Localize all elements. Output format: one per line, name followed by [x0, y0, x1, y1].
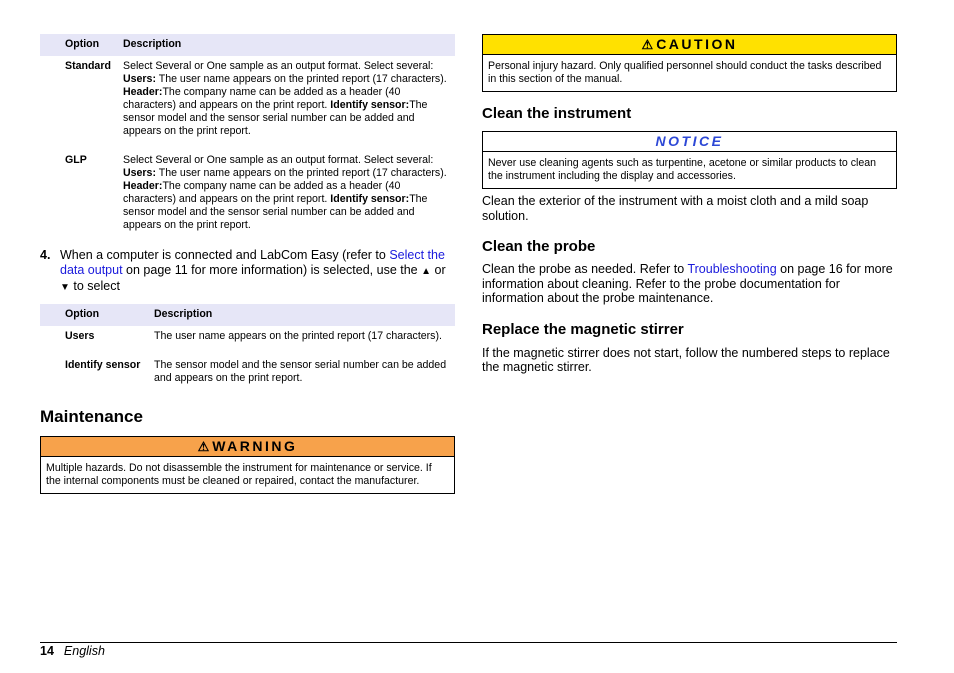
- caution-text: Personal injury hazard. Only qualified personnel should conduct the tasks described in this section of the manual.: [488, 60, 882, 85]
- replace-stirrer-heading: Replace the magnetic stirrer: [482, 320, 684, 338]
- down-arrow-icon: ▼: [60, 282, 70, 293]
- option-name: Identify sensor: [65, 358, 141, 371]
- warning-triangle-icon: ⚠: [197, 438, 210, 454]
- table-row: [40, 142, 455, 236]
- right-column: [482, 34, 897, 375]
- notice-box: [482, 131, 897, 189]
- caution-header: ⚠ CAUTION: [483, 35, 896, 55]
- option-description: The user name appears on the printed report (17 characters).: [154, 329, 442, 342]
- notice-header: NOTICE: [483, 132, 896, 152]
- output-format-table: [40, 34, 455, 236]
- column-header-option: Option: [40, 34, 123, 56]
- table-header-row: [40, 304, 455, 326]
- step-4: 4. When a computer is connected and LabCom Easy (refer to Select the data output on page 11 for more information) is selected, use the ▲ or ▼ to select: [40, 248, 446, 293]
- page-footer: [40, 642, 897, 658]
- warning-header: ⚠ WARNING: [41, 437, 454, 457]
- column-header-description: Description: [123, 34, 455, 56]
- option-name: Standard: [65, 60, 111, 72]
- table-row: [40, 56, 455, 142]
- select-data-output-link[interactable]: Select the data output: [60, 248, 445, 277]
- up-arrow-icon: ▲: [421, 265, 432, 277]
- table-row: [40, 326, 455, 347]
- clean-instrument-text: Clean the exterior of the instrument with a moist cloth and a mild soap solution.: [482, 194, 869, 223]
- maintenance-heading: Maintenance: [40, 406, 143, 426]
- replace-stirrer-text: If the magnetic stirrer does not start, follow the numbered steps to replace the magnetic stirrer.: [482, 345, 890, 374]
- table-row: [40, 347, 455, 389]
- footer-language: English: [63, 644, 105, 658]
- option-description: Select Several or One sample as an output format. Select several: Users: The user name appears on the printed report (17 characters). Header:The company name can be added as a header (40 characters) and appears on the print report. Identify sensor:The sensor model and the sensor serial number can be added and appears on the print report.: [123, 60, 447, 137]
- warning-box: [40, 436, 455, 494]
- option-name: GLP: [65, 154, 87, 166]
- warning-text: Multiple hazards. Do not disassemble the instrument for maintenance or service. If the internal components must be cleaned or repaired, contact the manufacturer.: [46, 461, 432, 487]
- notice-text: Never use cleaning agents such as turpentine, acetone or similar products to clean the instrument including the display and accessories.: [488, 157, 877, 182]
- column-header-option: Option: [40, 304, 154, 326]
- clean-probe-text: Clean the probe as needed. Refer to Troubleshooting on page 16 for more information about cleaning. Refer to the probe documentation for information about the probe maintenance.: [482, 262, 893, 305]
- troubleshooting-link[interactable]: Troubleshooting: [687, 262, 777, 276]
- table-header-row: [40, 34, 455, 56]
- option-description: Select Several or One sample as an output format. Select several: Users: The user name appears on the printed report (17 characters). Header:The company name can be added as a header (40 characters) and appears on the print report. Identify sensor:The sensor model and the sensor serial number can be added and appears on the print report.: [123, 154, 447, 231]
- print-options-table: [40, 304, 455, 389]
- clean-probe-heading: Clean the probe: [482, 238, 596, 255]
- page-number: 14: [40, 644, 54, 658]
- clean-instrument-heading: Clean the instrument: [482, 105, 632, 122]
- left-column: [40, 34, 455, 494]
- column-header-description: Description: [154, 304, 455, 326]
- option-name: Users: [65, 329, 95, 342]
- caution-box: [482, 34, 897, 92]
- step-number: 4.: [40, 248, 51, 262]
- option-description: The sensor model and the sensor serial number can be added and appears on the print report.: [154, 358, 447, 384]
- warning-triangle-icon: ⚠: [641, 37, 654, 52]
